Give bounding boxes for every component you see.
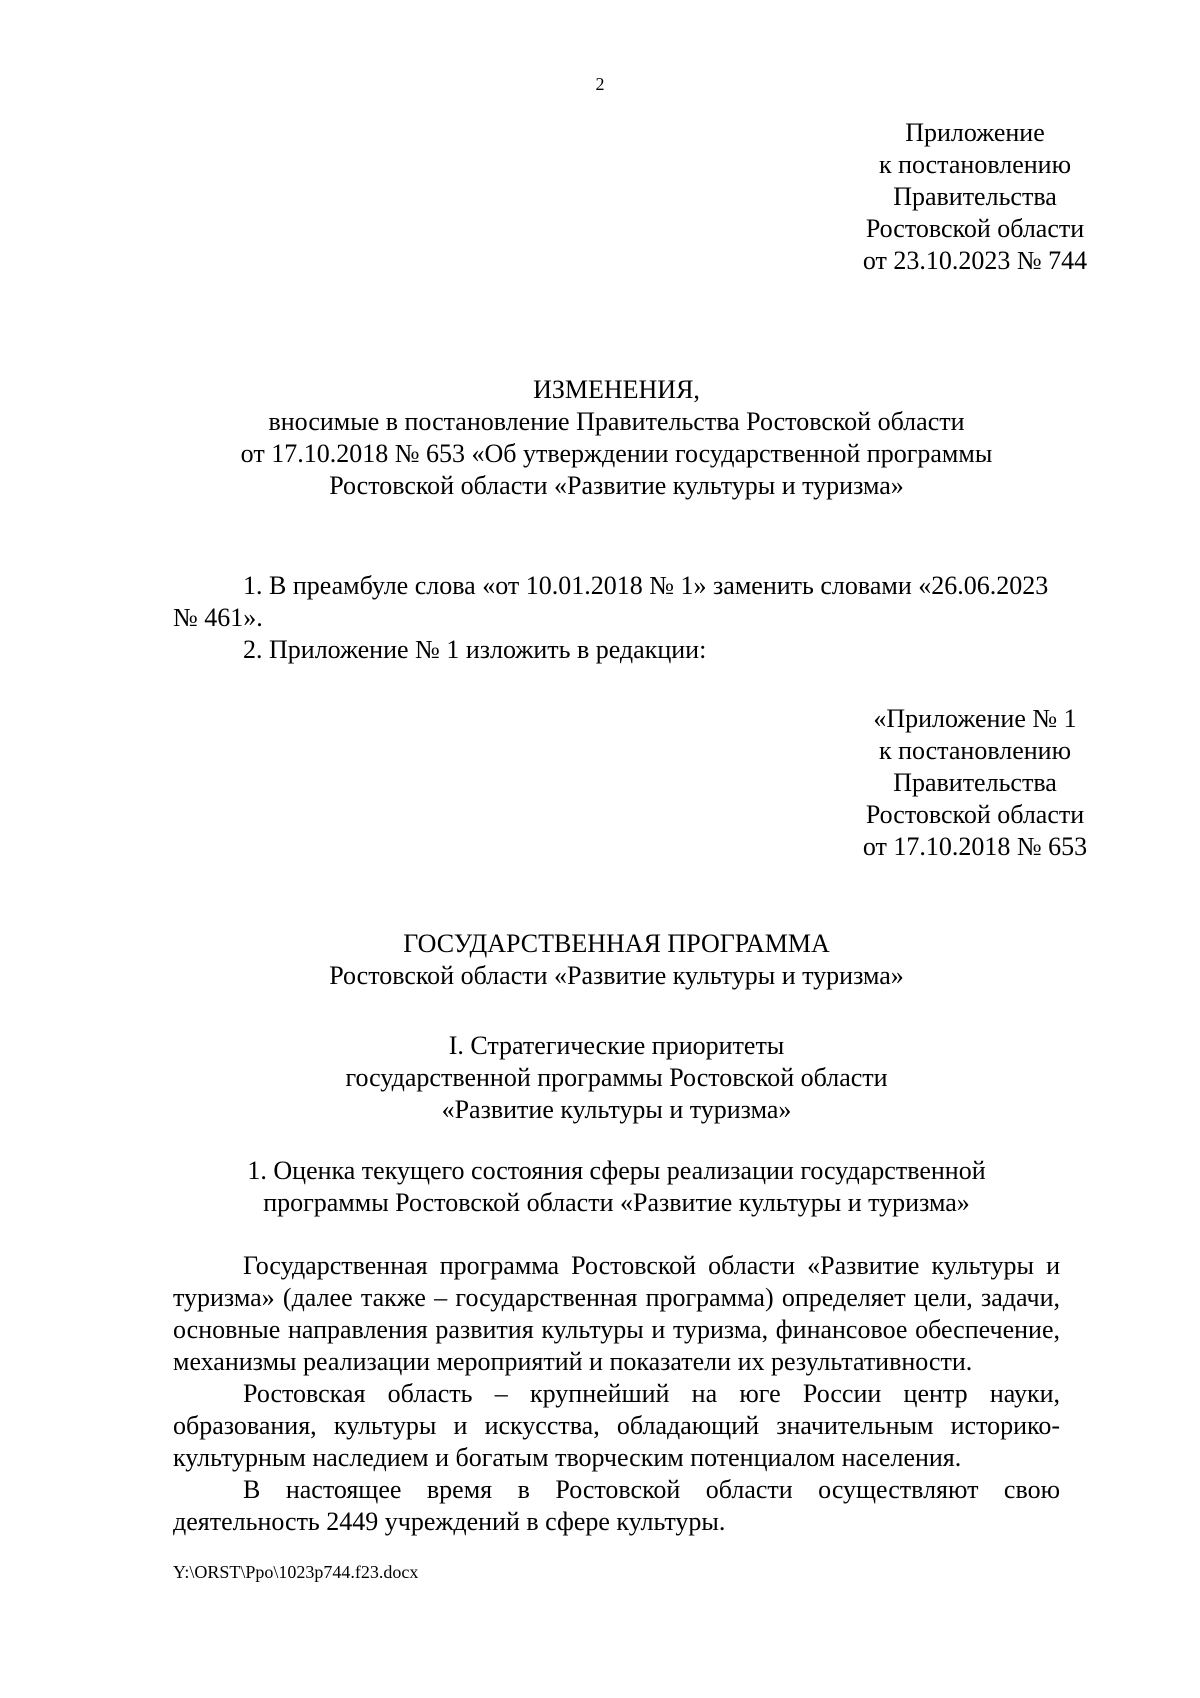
attachment-line: Приложение	[905, 118, 1045, 147]
program-title: ГОСУДАРСТВЕННАЯ ПРОГРАММА	[403, 929, 830, 958]
section-heading-line: «Развитие культуры и туризма»	[441, 1095, 792, 1124]
amendments-list	[173, 570, 1060, 666]
amendment-item: 2. Приложение № 1 изложить в редакции:	[243, 635, 707, 664]
attachment-reference	[840, 117, 1110, 277]
subsection-heading	[173, 1155, 1060, 1219]
attachment-line: Правительства	[893, 182, 1057, 211]
appendix-line: Правительства	[893, 768, 1057, 797]
changes-heading	[173, 374, 1060, 502]
changes-subtitle-line: от 17.10.2018 № 653 «Об утверждении государственной программы	[240, 439, 993, 468]
body-paragraph: Ростовская область – крупнейший на юге России центр науки, образования, культуры и искусства, обладающий значительным историко-культурным наследием и богатым творческим потенциалом населения.	[173, 1379, 1060, 1472]
attachment-line: к постановлению	[878, 150, 1072, 179]
section-heading	[173, 1030, 1060, 1126]
attachment-line: Ростовской области	[865, 214, 1085, 243]
program-heading	[173, 928, 1060, 992]
amendment-item: 1. В преамбуле слова «от 10.01.2018 № 1» заменить словами «26.06.2023 № 461».	[173, 571, 1049, 632]
page-number: 2	[595, 74, 605, 94]
body-paragraph: Государственная программа Ростовской области «Развитие культуры и туризма» (далее также – государственная программа) определяет цели, задачи, основные направления развития культуры и туризма, финансовое обеспечение, механизмы реализации мероприятий и показатели их результативности.	[173, 1251, 1060, 1376]
body-text	[173, 1250, 1060, 1538]
appendix-line: «Приложение № 1	[873, 704, 1077, 733]
subsection-heading-line: программы Ростовской области «Развитие культуры и туризма»	[263, 1188, 970, 1217]
body-paragraph: В настоящее время в Ростовской области осуществляют свою деятельность 2449 учреждений в сфере культуры.	[173, 1475, 1060, 1536]
section-heading-line: государственной программы Ростовской области	[345, 1063, 888, 1092]
appendix-line: Ростовской области	[865, 800, 1085, 829]
footer-file-path: Y:\ORST\Ppo\1023p744.f23.docx	[173, 1562, 419, 1582]
changes-subtitle-line: вносимые в постановление Правительства Ростовской области	[268, 407, 965, 436]
subsection-heading-line: 1. Оценка текущего состояния сферы реализации государственной	[247, 1156, 986, 1185]
appendix-line: от 17.10.2018 № 653	[862, 832, 1088, 861]
attachment-line: от 23.10.2023 № 744	[862, 246, 1088, 275]
section-heading-line: I. Стратегические приоритеты	[448, 1031, 785, 1060]
appendix-line: к постановлению	[878, 736, 1072, 765]
appendix-reference	[840, 703, 1110, 863]
changes-title: ИЗМЕНЕНИЯ,	[533, 375, 700, 404]
changes-subtitle-line: Ростовской области «Развитие культуры и туризма»	[329, 471, 904, 500]
program-subtitle: Ростовской области «Развитие культуры и туризма»	[329, 961, 904, 990]
